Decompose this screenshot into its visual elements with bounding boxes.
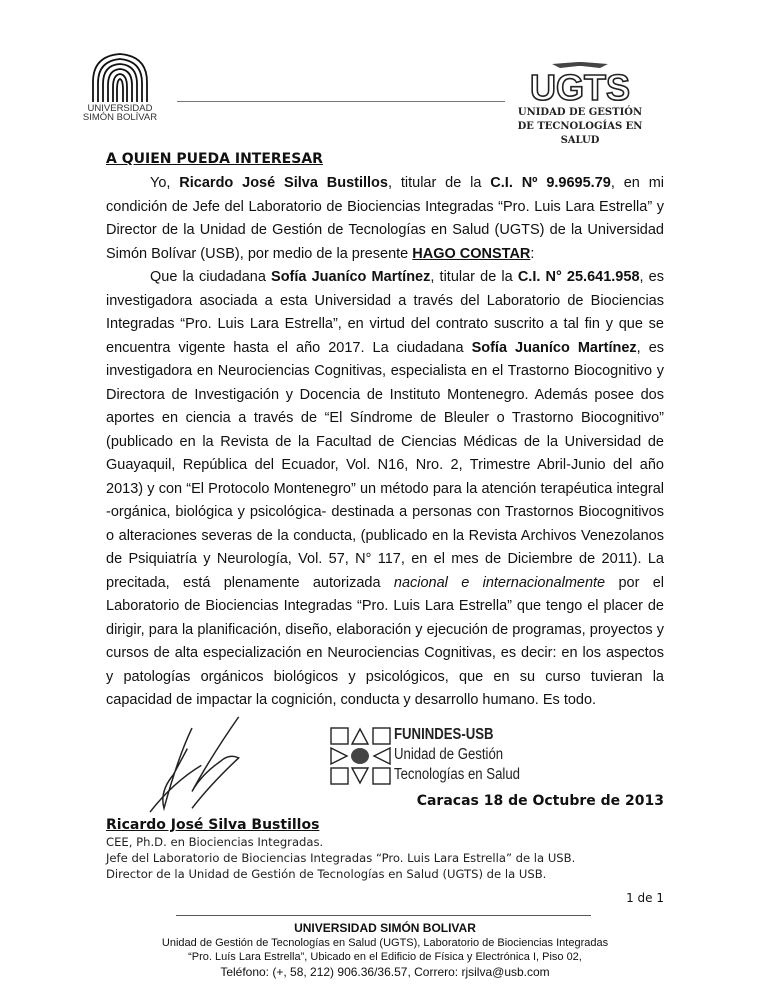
- text: por el Laboratorio de Biociencias Integradas “Pro. Luis Lara Estrella” que tengo el placer de dirigir, para la planificación, diseño, elaboración y ejecución de programas, proyectos y cursos de alta especialización en Neurociencias Cognitivas, es decir: en los aspectos y patologías orgánicos biológicos y psicológicos, que en su curso tuvieran la capacidad de impactar la cognición, conducta y desarrollo humano. Es todo.: [106, 574, 665, 708]
- header-divider: [177, 101, 505, 102]
- ugts-logo-text: UGTS: [530, 67, 630, 102]
- signer-name: Ricardo José Silva Bustillos: [106, 816, 320, 833]
- signer-title-1: CEE, Ph.D. en Biociencias Integradas.: [106, 834, 324, 849]
- paragraph-2: [106, 266, 664, 713]
- ugts-name-2: DE TECNOLOGÍAS EN SALUD: [517, 121, 643, 146]
- footer-line-2: “Pro. Luís Lara Estrella”, Ubicado en el Edificio de Física y Electrónica I, Piso 02,: [188, 950, 582, 963]
- usb-logo: [80, 52, 160, 122]
- signer-name: Ricardo José Silva Bustillos: [179, 175, 388, 191]
- footer-divider: [176, 915, 591, 916]
- text: , en mi condición de Jefe del Laboratorio de Biociencias Integradas “Pro. Luis Lara Estrella” y Director de la Unidad de Gestión de Tecnologías en Salud (UGTS) de la Universidad Simón Bolívar (USB), por medio de la presente: [106, 175, 665, 262]
- text: está plenamente autorizada: [169, 574, 394, 591]
- footer-title: UNIVERSIDAD SIMÓN BOLIVAR: [294, 920, 476, 935]
- usb-logo-text-1: UNIVERSIDAD: [87, 103, 153, 114]
- signer-title-2: Jefe del Laboratorio de Biociencias Integradas “Pro. Luis Lara Estrella” de la USB.: [106, 850, 576, 865]
- document-date: Caracas 18 de Octubre de 2013: [416, 792, 664, 809]
- page-number: 1 de 1: [626, 890, 664, 905]
- closing-block: [106, 713, 664, 885]
- paragraph-1: [106, 172, 664, 266]
- document-title: A QUIEN PUEDA INTERESAR: [106, 151, 323, 167]
- text: Que la ciudadana: [150, 269, 272, 285]
- signer-title-3: Director de la Unidad de Gestión de Tecnologías en Salud (UGTS) de la USB.: [106, 866, 547, 881]
- document-flow: [106, 148, 664, 980]
- footer-line-1: Unidad de Gestión de Tecnologías en Salud (UGTS), Laboratorio de Biociencias Integradas: [161, 936, 609, 949]
- signer-id: C.I. Nº 9.9695.79: [490, 175, 611, 191]
- stamp-line-2: Unidad de Gestión: [394, 745, 504, 763]
- text: , titular de la: [430, 269, 518, 285]
- funindes-emblem-icon: [330, 727, 392, 785]
- text: Yo,: [150, 175, 180, 191]
- usb-logo-text-2: SIMÓN BOLÍVAR: [82, 112, 158, 123]
- subject-name: Sofía Juaníco Martínez: [471, 339, 637, 356]
- subject-name: Sofía Juaníco Martínez: [271, 269, 431, 285]
- text: , titular de la: [387, 175, 491, 191]
- subject-id: C.I. N° 25.641.958: [517, 269, 640, 285]
- handwritten-signature: [136, 715, 276, 813]
- stamp-line-3: Tecnologías en Salud: [394, 765, 520, 783]
- ugts-logo: [500, 58, 660, 148]
- ugts-name-1: UNIDAD DE GESTIÓN: [517, 107, 643, 118]
- hago-constar: HAGO CONSTAR: [412, 245, 531, 262]
- text: , es investigadora en Neurociencias Cognitivas, especialista en el Trastorno Biocognitivo y Directora de Investigación y Docencia de Instituto Montenegro. Además posee dos aportes en ciencia a través de: [106, 339, 665, 426]
- usb-emblem-icon: [89, 52, 151, 104]
- ugts-caduceus-logo-icon: [530, 58, 630, 102]
- document-body: [106, 172, 664, 713]
- text: :: [530, 245, 535, 262]
- text: , es investigadora asociada a esta Universidad a través del Laboratorio de Biociencias Integradas “Pro. Luis Lara Estrella”, en virtud del contrato suscrito a tal fin y que se encuentra vigente hasta el año 2017. La ciudadana: [106, 269, 664, 356]
- footer-line-3: Teléfono: (+, 58, 212) 906.36/36.57, Correro: rjsilva@usb.com: [220, 964, 550, 979]
- stamp-line-1: FUNINDES-USB: [394, 725, 494, 743]
- funindes-stamp: [330, 725, 530, 787]
- publications-text: “El Síndrome de Bleuler o Trastorno Biocognitivo” (publicado en la Revista de la Facultad de Ciencias Médicas de la Universidad de Guayaquil, República del Ecuador, Vol. N16, Nro. 2, Trimestre Abril-Junio del año 2013) y con “El Protocolo Montenegro” un método para la atención terapéutica integral -orgánica, biológica y psicológica- destinada a personas con Trastornos Biocognitivos o alteraciones severas de la conducta, (publicado en la Revista Archivos Venezolanos de Psiquiatría y Neurología, Vol. 57, N° 117, en el mes de Diciembre de 2011). La precitada,: [106, 410, 664, 591]
- italic-text: nacional e internacionalmente: [393, 574, 606, 591]
